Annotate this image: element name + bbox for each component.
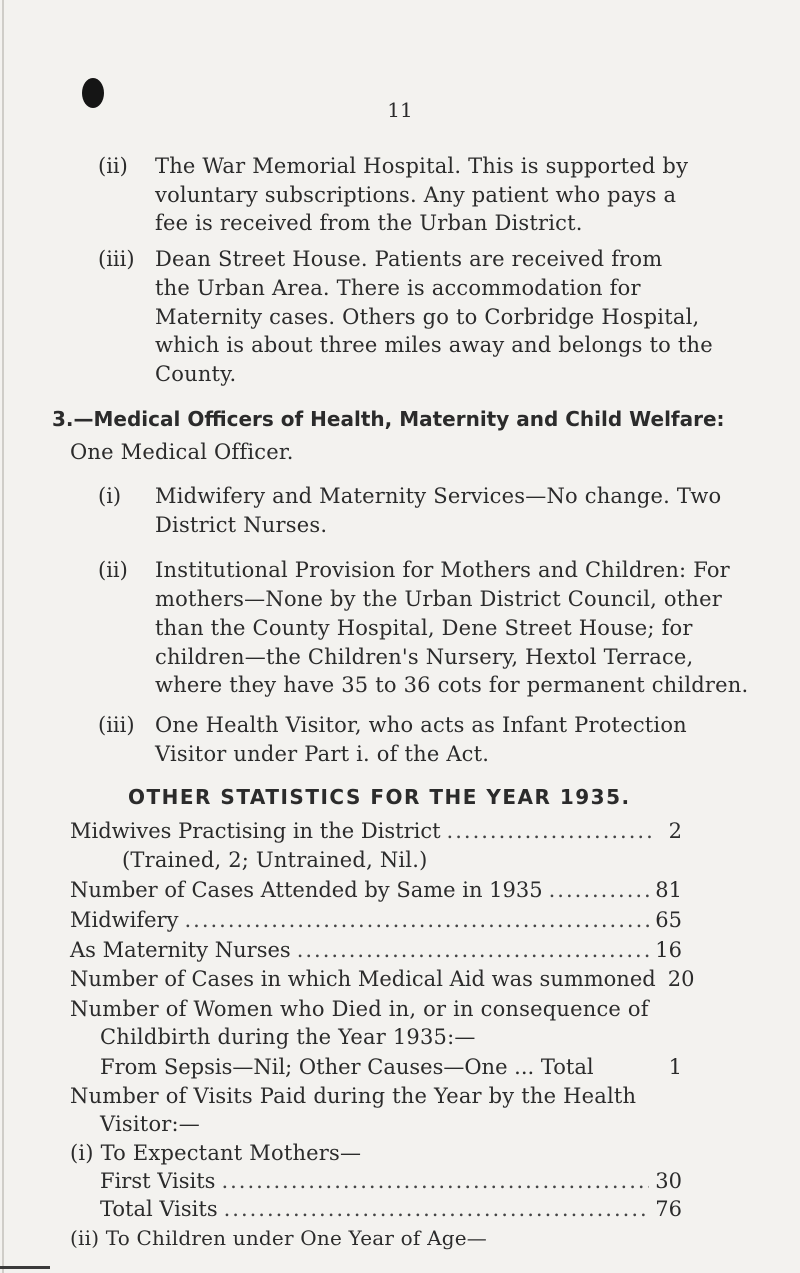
- stat-value: 1: [668, 1055, 682, 1079]
- stat-value: 76: [655, 1197, 682, 1221]
- stat-row-midwifery: [70, 908, 682, 933]
- deaths-line: Number of Women who Died in, or in consequence of: [70, 997, 649, 1021]
- page-number: 11: [387, 98, 413, 122]
- section-3-i-line: Midwifery and Maternity Services—No change. Two: [155, 484, 722, 508]
- stat-row-medical-aid: [70, 967, 695, 992]
- section-3-ii-line: Institutional Provision for Mothers and Children: For: [155, 558, 730, 582]
- section-3-i-line: District Nurses.: [155, 513, 328, 537]
- stat-row-midwives: [70, 819, 682, 844]
- page-edge-mark: [0, 1266, 50, 1269]
- section-3-iii-line: One Health Visitor, who acts as Infant Protection: [155, 713, 687, 737]
- hospital-iii-label: (iii): [98, 247, 135, 271]
- hospital-iii-line: the Urban Area. There is accommodation for: [155, 276, 641, 300]
- stat-label: First Visits: [100, 1169, 216, 1193]
- visits-line: Visitor:—: [100, 1112, 201, 1136]
- hospital-ii-line: fee is received from the Urban District.: [155, 211, 583, 235]
- stat-value: 65: [655, 908, 682, 932]
- expectant-heading: (i) To Expectant Mothers—: [70, 1141, 362, 1165]
- hospital-ii-label: (ii): [98, 154, 128, 178]
- stat-value: 16: [655, 938, 682, 962]
- stat-label: From Sepsis—Nil; Other Causes—One ... Total: [100, 1055, 594, 1079]
- midwives-note: (Trained, 2; Untrained, Nil.): [122, 848, 428, 872]
- stat-label: Midwives Practising in the District: [70, 819, 441, 843]
- section-3-i-label: (i): [98, 484, 122, 508]
- hospital-ii-line: The War Memorial Hospital. This is supported by: [155, 154, 689, 178]
- stat-label: Number of Cases in which Medical Aid was summoned: [70, 967, 656, 991]
- hospital-ii-line: voluntary subscriptions. Any patient who pays a: [155, 183, 677, 207]
- hospital-iii-line: which is about three miles away and belongs to the: [155, 333, 713, 357]
- section-3-intro: One Medical Officer.: [70, 440, 294, 464]
- visits-line: Number of Visits Paid during the Year by the Health: [70, 1084, 637, 1108]
- section-3-ii-line: than the County Hospital, Dene Street House; for: [155, 616, 693, 640]
- section-3-iii-label: (iii): [98, 713, 135, 737]
- stat-label: Total Visits: [100, 1197, 218, 1221]
- hospital-iii-line: Maternity cases. Others go to Corbridge Hospital,: [155, 305, 700, 329]
- hospital-iii-line: Dean Street House. Patients are received from: [155, 247, 663, 271]
- stat-label: Midwifery: [70, 908, 179, 932]
- stat-value: 30: [655, 1169, 682, 1193]
- stat-value: 2: [668, 819, 682, 843]
- stat-label: As Maternity Nurses: [70, 938, 291, 962]
- section-3-ii-label: (ii): [98, 558, 128, 582]
- section-3-iii-line: Visitor under Part i. of the Act.: [155, 742, 490, 766]
- leader-dots: [184, 908, 649, 933]
- stat-row-expectant-total: [100, 1197, 682, 1222]
- stat-row-cases: [70, 878, 682, 903]
- hospital-iii-line: County.: [155, 362, 237, 386]
- leader-dots: [224, 1197, 650, 1222]
- stat-label: Number of Cases Attended by Same in 1935: [70, 878, 543, 902]
- stat-row-sepsis: [100, 1055, 682, 1080]
- leader-dots: [221, 1169, 649, 1194]
- leader-dots: [549, 878, 650, 903]
- leader-dots: [297, 938, 650, 963]
- stat-value: 81: [655, 878, 682, 902]
- stat-value: 20: [667, 967, 695, 991]
- statistics-heading: OTHER STATISTICS FOR THE YEAR 1935.: [128, 785, 631, 809]
- stat-row-expectant-first: [100, 1169, 682, 1194]
- binding-edge: [2, 0, 4, 1273]
- section-3-heading: 3.—Medical Officers of Health, Maternity and Child Welfare:: [52, 407, 725, 431]
- section-3-ii-line: where they have 35 to 36 cots for permanent children.: [155, 673, 749, 697]
- children-heading: (ii) To Children under One Year of Age—: [70, 1226, 487, 1250]
- section-3-ii-line: mothers—None by the Urban District Council, other: [155, 587, 722, 611]
- stat-row-maternity: [70, 938, 682, 963]
- deaths-line: Childbirth during the Year 1935:—: [100, 1025, 476, 1049]
- leader-dots: [447, 819, 654, 844]
- section-3-ii-line: children—the Children's Nursery, Hextol Terrace,: [155, 645, 694, 669]
